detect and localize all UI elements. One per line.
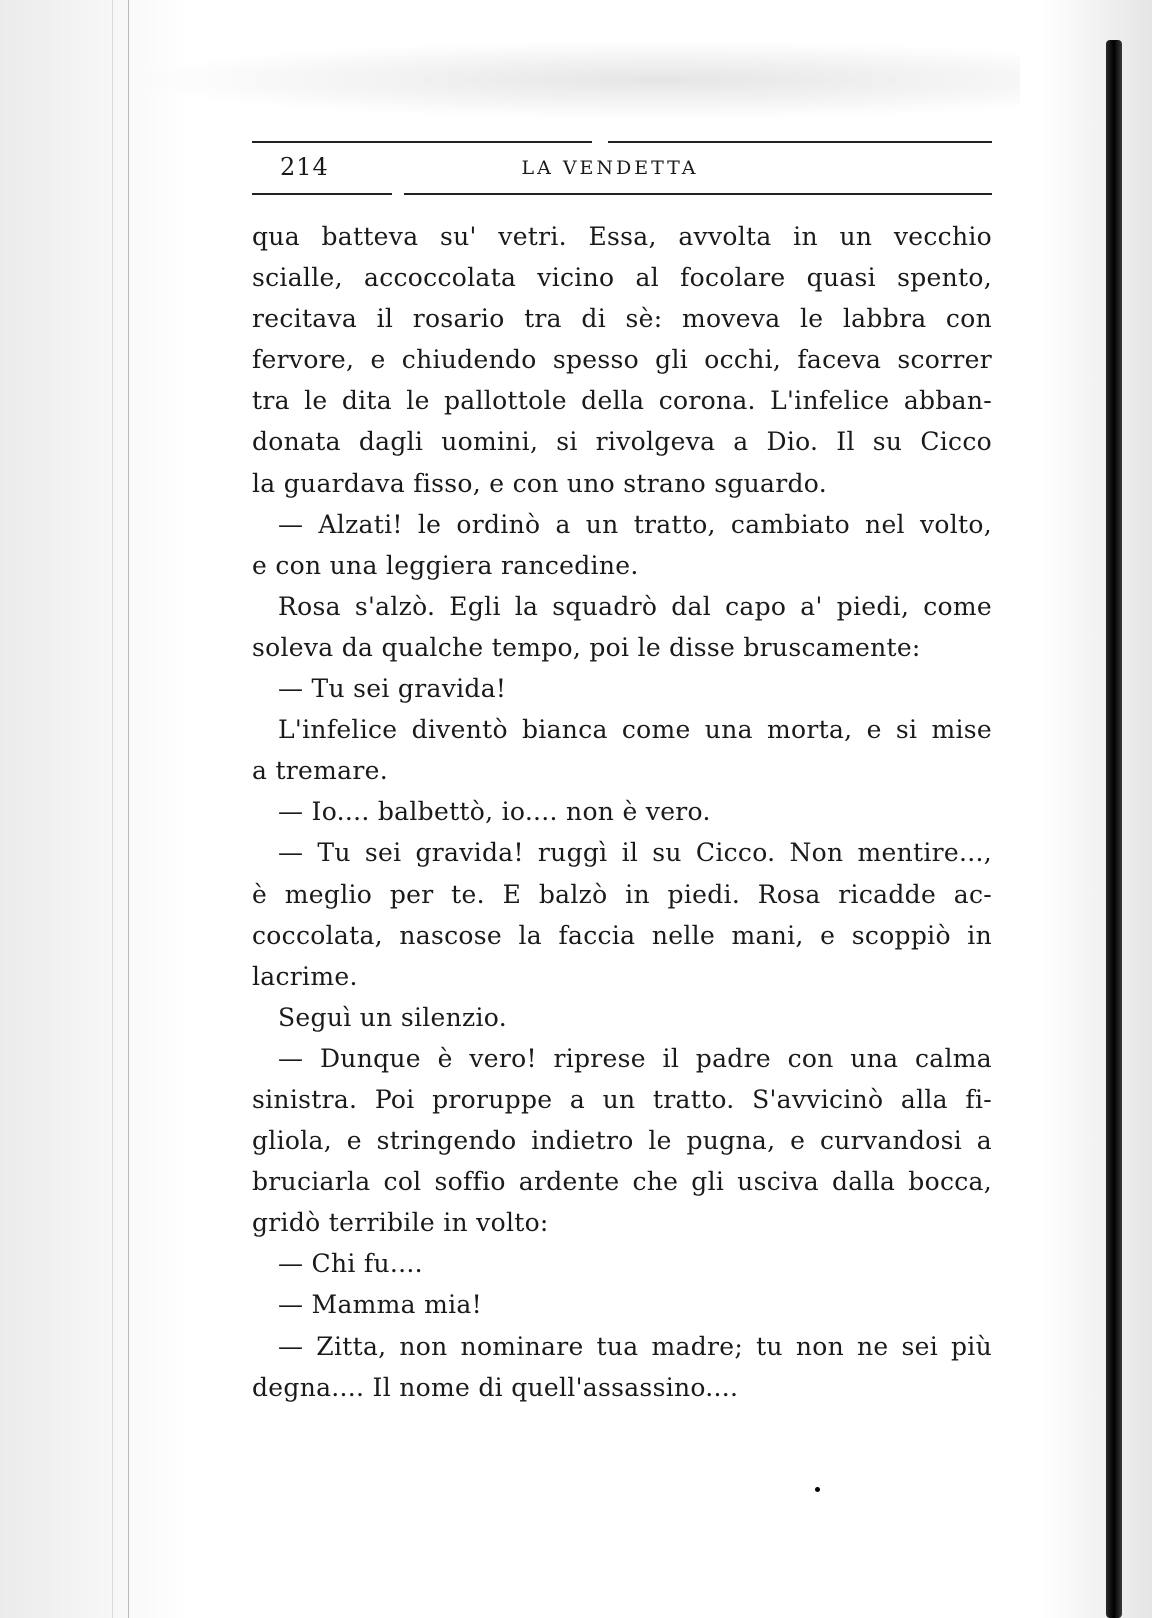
text-line: recitava il rosario tra di sè: moveva le labbra con (252, 304, 992, 334)
text-line: soleva da qualche tempo, poi le disse bruscamente: (252, 632, 921, 662)
header-rule (608, 141, 992, 143)
header-rule (252, 141, 592, 143)
text-line: degna.... Il nome di quell'assassino.... (252, 1372, 739, 1402)
text-line: scialle, accoccolata vicino al focolare quasi spento, (252, 263, 992, 293)
text-line: Rosa s'alzò. Egli la squadrò dal capo a' piedi, come (278, 591, 992, 621)
text-line: — Io.... balbettò, io.... non è vero. (278, 797, 711, 827)
scan-top-smudge (120, 40, 1020, 120)
ink-speck (815, 1487, 820, 1492)
scan-right-haze (1042, 0, 1152, 1618)
running-title: LA VENDETTA (521, 157, 699, 179)
text-line: fervore, e chiudendo spesso gli occhi, faceva scorrer (252, 345, 992, 375)
text-line: è meglio per te. E balzò in piedi. Rosa ricadde ac- (252, 879, 992, 909)
text-line: — Alzati! le ordinò a un tratto, cambiato nel volto, (278, 509, 992, 539)
text-line: L'infelice diventò bianca come una morta, e si mise (278, 715, 992, 745)
text-line: Seguì un silenzio. (278, 1002, 507, 1032)
text-line: coccolata, nascose la faccia nelle mani, e scoppiò in (252, 920, 992, 950)
text-line: — Tu sei gravida! (278, 674, 507, 704)
page-number: 214 (280, 153, 329, 181)
scan-left-shadow (0, 0, 190, 1618)
text-line: e con una leggiera rancedine. (252, 550, 639, 580)
page-text (252, 216, 992, 1408)
text-line: gridò terribile in volto: (252, 1208, 549, 1238)
text-line: — Mamma mia! (278, 1290, 482, 1320)
text-line: gliola, e stringendo indietro le pugna, e curvandosi a (252, 1126, 992, 1156)
text-line: — Dunque è vero! riprese il padre con una calma (278, 1043, 992, 1073)
scan-edge-line (128, 0, 129, 1618)
text-line: — Zitta, non nominare tua madre; tu non ne sei più (278, 1331, 992, 1361)
book-binding-edge (1106, 40, 1122, 1618)
header-rule (252, 193, 392, 195)
text-line: — Tu sei gravida! ruggì il su Cicco. Non mentire..., (278, 838, 992, 868)
text-line: lacrime. (252, 961, 358, 991)
scan-edge-line (112, 0, 113, 1618)
text-line: tra le dita le pallottole della corona. L'infelice abban- (252, 386, 992, 416)
text-line: la guardava fisso, e con uno strano sguardo. (252, 468, 827, 498)
text-line: — Chi fu.... (278, 1249, 423, 1279)
text-line: donata dagli uomini, si rivolgeva a Dio. Il su Cicco (252, 427, 992, 457)
header-rule (404, 193, 992, 195)
text-line: qua batteva su' vetri. Essa, avvolta in un vecchio (252, 222, 992, 251)
text-line: a tremare. (252, 756, 388, 786)
text-line: sinistra. Poi proruppe a un tratto. S'avvicinò alla fi- (252, 1084, 992, 1114)
text-line: bruciarla col soffio ardente che gli usciva dalla bocca, (252, 1167, 992, 1197)
